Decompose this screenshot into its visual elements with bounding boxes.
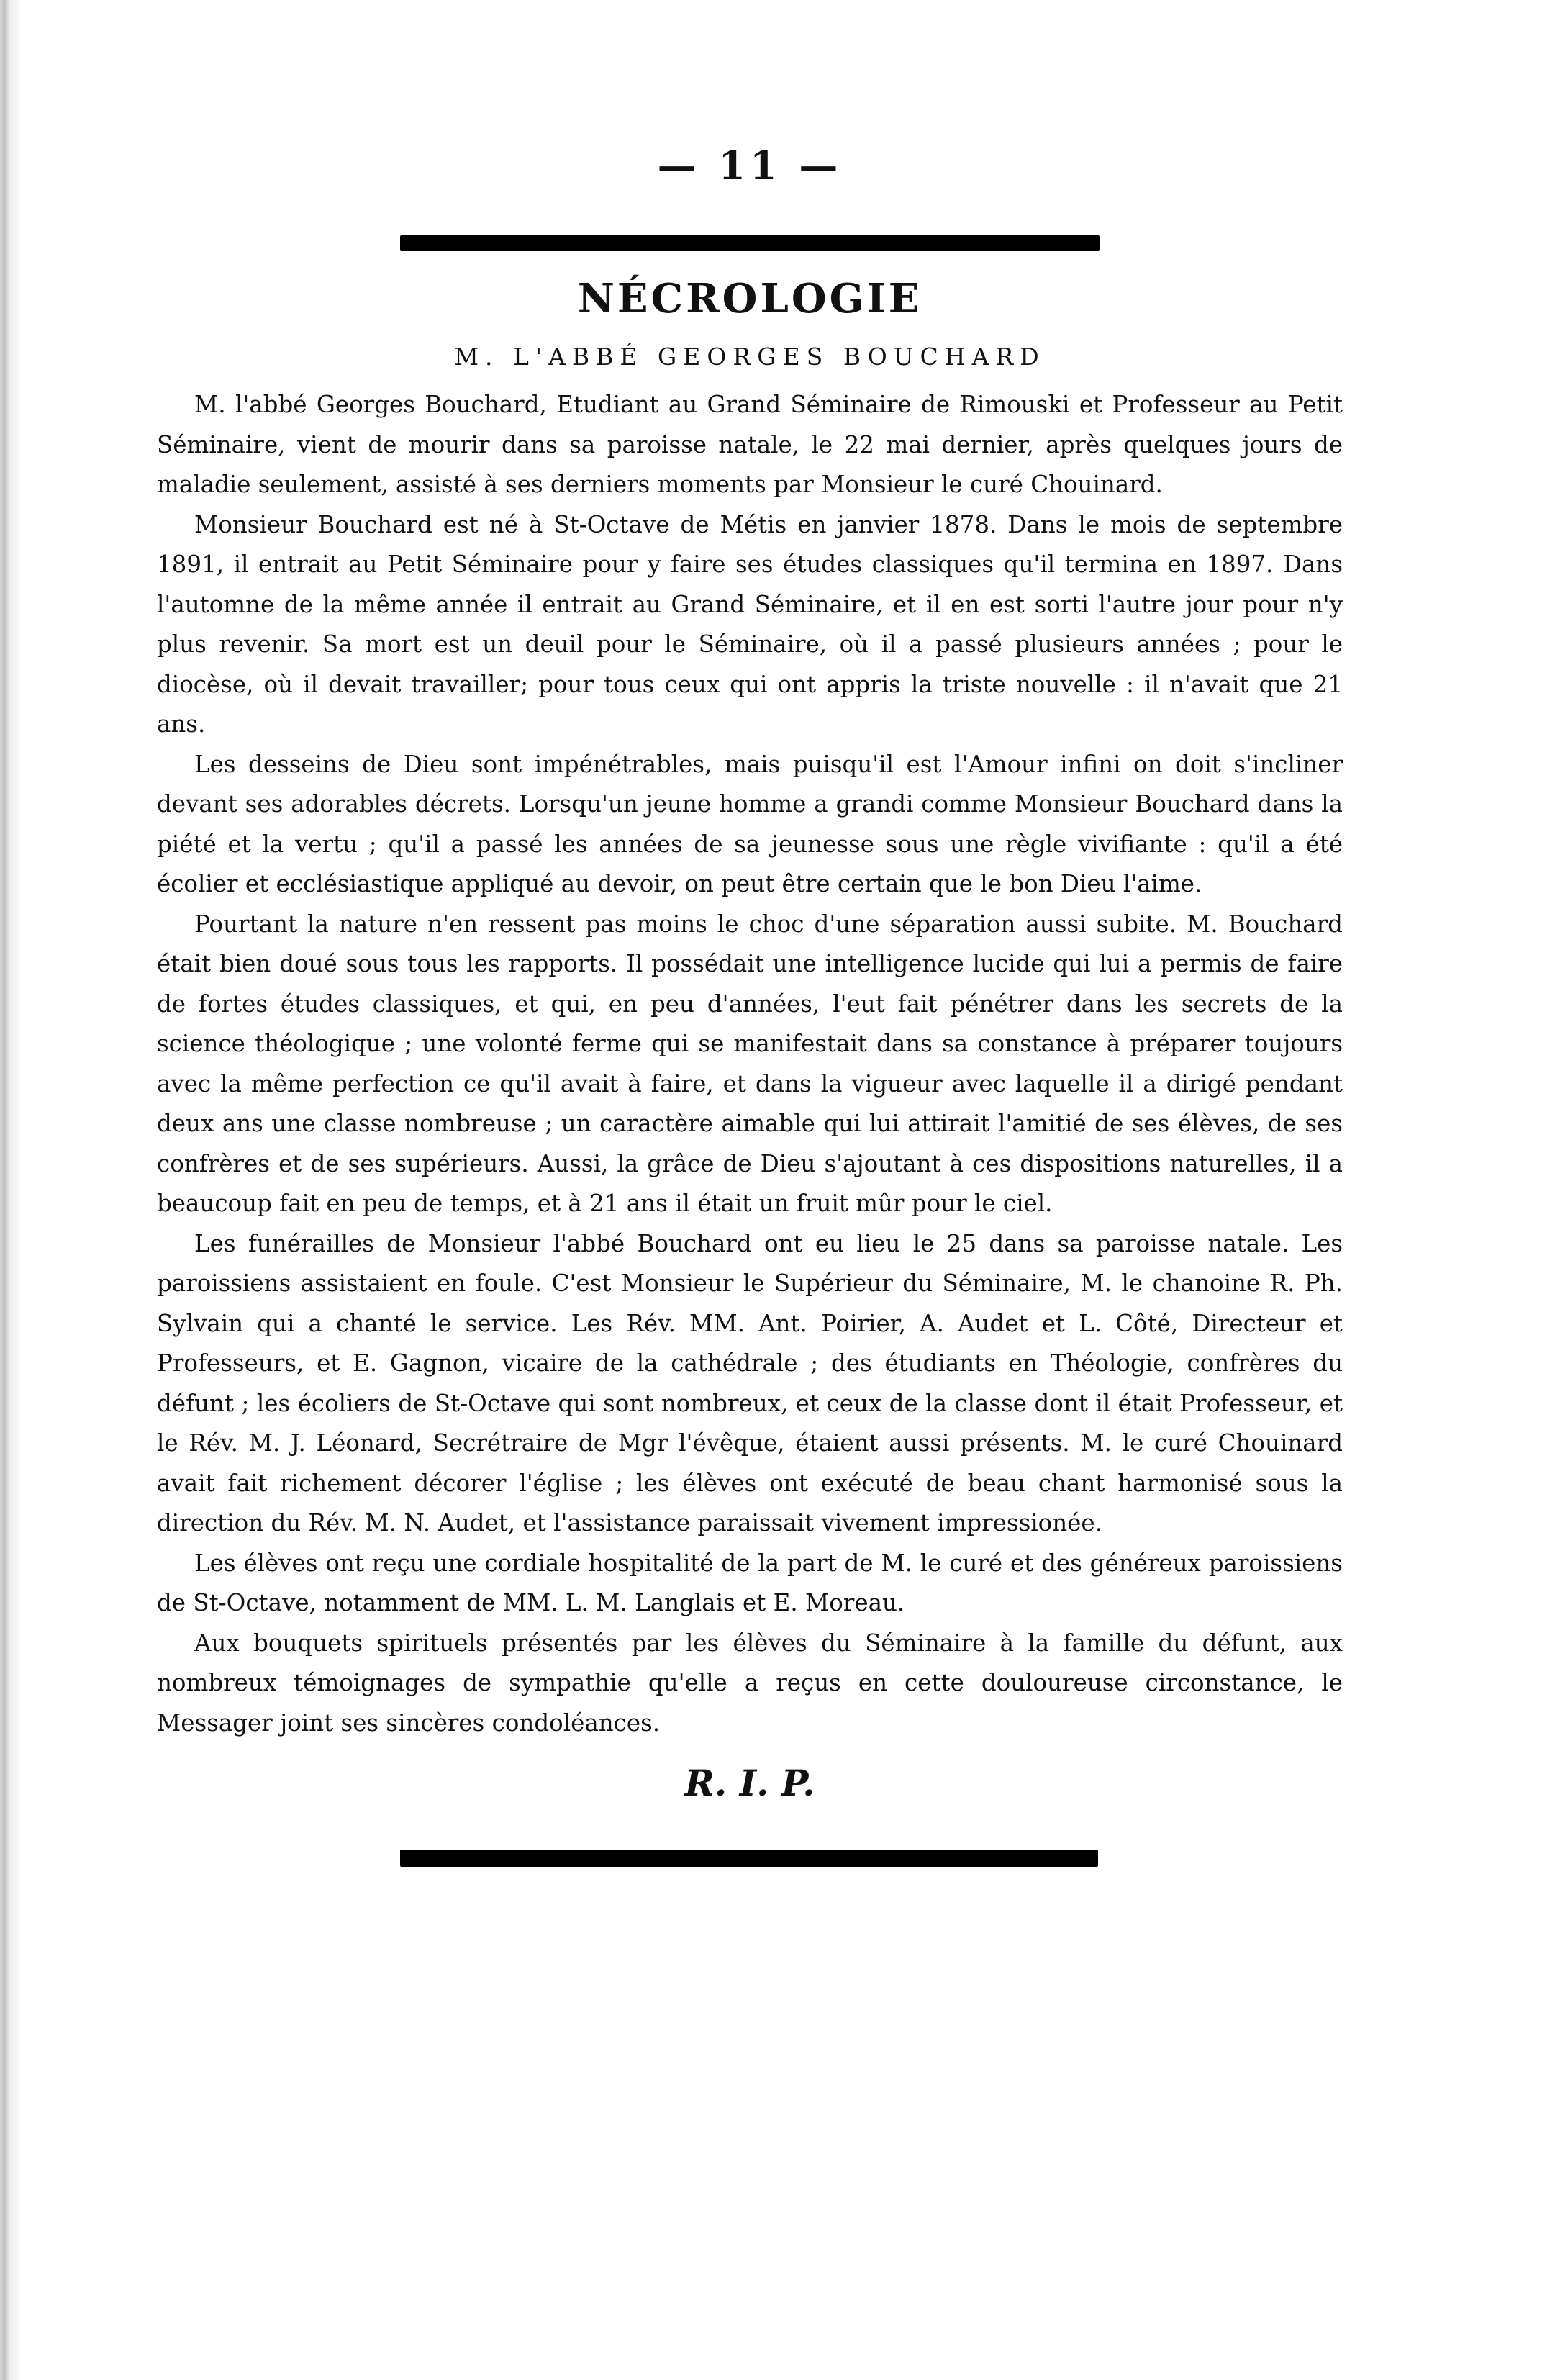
- bottom-rule-wrap: [157, 1850, 1343, 1867]
- page-number: — 11 —: [657, 142, 843, 189]
- paragraph: Les élèves ont reçu une cordiale hospitalité de la part de M. le curé et des généreux paroissiens de St-Octave, notamment de MM. L. M. Langlais et E. Moreau.: [157, 1549, 1343, 1616]
- scan-edge-shadow: [0, 0, 22, 2380]
- paragraph: Les funérailles de Monsieur l'abbé Bouchard ont eu lieu le 25 dans sa paroisse natale. Les paroissiens assistaient en foule. C'est Monsieur le Supérieur du Séminaire, M. le chanoine R. Ph. Sylvain qui a chanté le service. Les Rév. MM. Ant. Poirier, A. Audet et L. Côté, Directeur et Professeurs, et E. Gagnon, vicaire de la cathédrale ; des étudiants en Théologie, confrères du défunt ; les écoliers de St-Octave qui sont nombreux, et ceux de la classe dont il était Professeur, et le Rév. M. J. Léonard, Secrétraire de Mgr l'évêque, étaient aussi présents. M. le curé Chouinard avait fait richement décorer l'église ; les élèves ont exécuté de beau chant harmonisé sous la direction du Rév. M. N. Audet, et l'assistance paraissait vivement impressionée.: [157, 1229, 1343, 1537]
- document-page: [157, 140, 1343, 1867]
- paragraph: Pourtant la nature n'en ressent pas moins le choc d'une séparation aussi subite. M. Bouchard était bien doué sous tous les rapports. Il possédait une intelligence lucide qui lui a permis de faire de fortes études classiques, et qui, en peu d'années, l'eut fait pénétrer dans les secrets de la science théologique ; une volonté ferme qui se manifestait dans sa constance à préparer toujours avec la même perfection ce qu'il avait à faire, et dans la vigueur avec laquelle il a dirigé pendant deux ans une classe nombreuse ; un caractère aimable qui lui attirait l'amitié de ses élèves, de ses confrères et de ses supérieurs. Aussi, la grâce de Dieu s'ajoutant à ces dispositions naturelles, il a beaucoup fait en peu de temps, et à 21 ans il était un fruit mûr pour le ciel.: [157, 910, 1343, 1217]
- article-body: [157, 385, 1343, 1743]
- signoff: R. I. P.: [684, 1762, 815, 1804]
- paragraph: Les desseins de Dieu sont impénétrables, mais puisqu'il est l'Amour infini on doit s'incliner devant ses adorables décrets. Lorsqu'un jeune homme a grandi comme Monsieur Bouchard dans la piété et la vertu ; qu'il a passé les années de sa jeunesse sous une règle vivifiante : qu'il a été écolier et ecclésiastique appliqué au devoir, on peut être certain que le bon Dieu l'aime.: [157, 750, 1343, 897]
- section-title: NÉCROLOGIE: [577, 275, 922, 322]
- paragraph: Monsieur Bouchard est né à St-Octave de Métis en janvier 1878. Dans le mois de septembre 1891, il entrait au Petit Séminaire pour y faire ses études classiques qu'il termina en 1897. Dans l'automne de la même année il entrait au Grand Séminaire, et il en est sorti l'autre jour pour n'y plus revenir. Sa mort est un deuil pour le Séminaire, où il a passé plusieurs années ; pour le diocèse, où il devait travailler; pour tous ceux qui ont appris la triste nouvelle : il n'avait que 21 ans.: [157, 510, 1343, 738]
- top-rule: [400, 235, 1100, 251]
- paragraph: M. l'abbé Georges Bouchard, Etudiant au Grand Séminaire de Rimouski et Professeur au Petit Séminaire, vient de mourir dans sa paroisse natale, le 22 mai dernier, après quelques jours de maladie seulement, assisté à ses derniers moments par Monsieur le curé Chouinard.: [157, 391, 1343, 498]
- article-subtitle: M. L'ABBÉ GEORGES BOUCHARD: [454, 343, 1046, 371]
- paragraph: Aux bouquets spirituels présentés par les élèves du Séminaire à la famille du défunt, aux nombreux témoignages de sympathie qu'elle a reçus en cette douloureuse circonstance, le Messager joint ses sincères condoléances.: [157, 1629, 1343, 1737]
- bottom-rule: [400, 1850, 1098, 1867]
